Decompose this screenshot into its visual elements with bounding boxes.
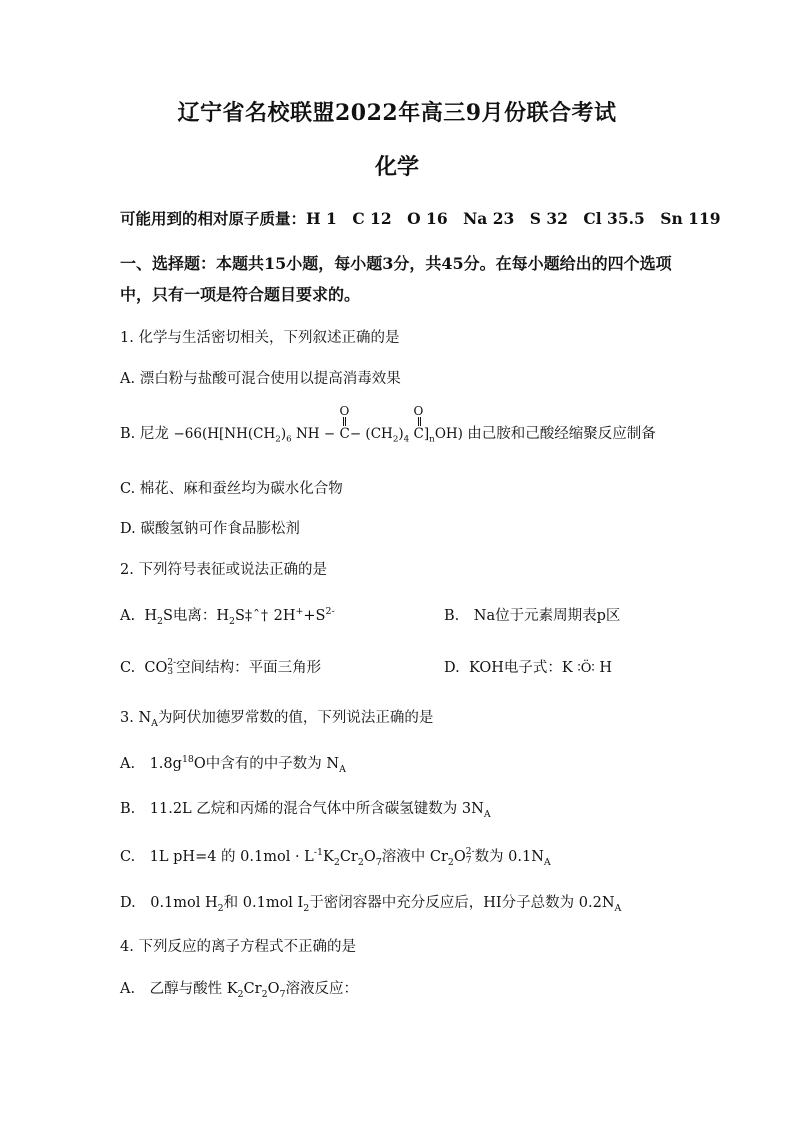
q1-option-d: D. 碳酸氢钠可作食品膨松剂 <box>120 521 300 537</box>
q2-option-a <box>120 604 335 627</box>
ion-script <box>167 659 176 677</box>
subject-heading: 化学 <box>374 154 419 180</box>
q2-stem: 2. 下列符号表征或说法正确的是 <box>120 562 327 578</box>
q3-stem <box>120 706 433 729</box>
q1-option-b <box>120 404 656 445</box>
formula-part: A. 1.8g <box>120 756 182 772</box>
double-bond <box>418 417 421 426</box>
formula-part: N <box>138 710 152 726</box>
formula-sup: -1 <box>313 847 323 859</box>
double-bond <box>343 417 346 426</box>
q2-option-d <box>444 656 612 677</box>
q1-b-formula: $-66(H[NH(CH_2)_6$ NH − O $C- (CH_2)_4$ O $C]_nOH$) <box>173 404 463 445</box>
formula-part: −66(H <box>173 426 220 442</box>
formula-sub: 7 <box>375 856 382 868</box>
formula-part: +S <box>303 608 326 624</box>
q3-option-c <box>120 845 551 868</box>
formula-part: H <box>144 608 157 624</box>
formula-part: H <box>599 660 613 676</box>
formula-part: O <box>363 849 376 865</box>
formula-sub: A <box>543 856 551 868</box>
carbonyl-1: O C <box>339 404 350 442</box>
formula-part: S电离：H <box>162 608 230 624</box>
q3-option-d <box>120 891 621 914</box>
formula-sub: 2 <box>261 988 268 1000</box>
formula-part: NH(CH <box>224 426 276 442</box>
formula-part: C. 1L pH=4 的 0.1mol · L <box>120 849 314 865</box>
formula-sub: 2 <box>156 615 163 627</box>
page-title: 辽宁省名校联盟2022年高三9月份联合考试 <box>177 100 617 126</box>
q1-b-suffix: 由己胺和己酸经缩聚反应制备 <box>467 426 656 442</box>
formula-sub: 6 <box>286 434 292 445</box>
formula-part: B. 11.2L 乙烷和丙烯的混合气体中所含碳氢键数为 3N <box>120 801 484 817</box>
carbonyl-o: O <box>339 404 350 418</box>
formula-sub: 2 <box>275 434 281 445</box>
formula-part: O <box>453 849 466 865</box>
section-heading: 一、选择题：本题共15小题，每小题3分，共45分。在每小题给出的四个选项中，只有一项是符合题目要求的。 <box>120 254 672 304</box>
q1-stem: 1. 化学与生活密切相关，下列叙述正确的是 <box>120 330 400 346</box>
formula-sub: 2 <box>303 902 310 914</box>
formula-sub: 3 <box>167 667 174 677</box>
carbonyl-o: O <box>413 404 424 418</box>
formula-sub: 2 <box>237 988 244 1000</box>
formula-sub: n <box>429 434 435 445</box>
formula-part: 于密闭容器中充分反应后，HI分子总数为 0.2N <box>309 895 615 911</box>
formula-part: Cr <box>243 981 262 997</box>
formula-part: OH) <box>434 426 463 442</box>
formula-sup: 2- <box>167 658 177 668</box>
option-label: D. <box>444 660 460 676</box>
question-text: 为阿伏加德罗常数的值，下列说法正确的是 <box>157 710 434 726</box>
formula-sub: A <box>339 763 346 775</box>
formula-part: O中含有的中子数为 N <box>193 756 340 772</box>
q2-option-c <box>120 656 321 677</box>
formula-sup: + <box>295 606 304 618</box>
option-label: A. <box>120 608 136 624</box>
formula-part: 数为 0.1N <box>474 849 544 865</box>
formula-part: 溶液反应： <box>285 981 358 997</box>
q1-option-a: A. 漂白粉与盐酸可混合使用以提高消毒效果 <box>120 371 401 387</box>
formula-sup: 2- <box>465 847 475 857</box>
formula-part: O <box>267 981 280 997</box>
question-number: 3. <box>120 710 134 726</box>
formula-sup: 2- <box>325 606 335 618</box>
formula-part: C <box>413 426 424 442</box>
formula-sub: 2 <box>447 856 454 868</box>
q4-option-a <box>120 977 358 1000</box>
formula-sub: 7 <box>279 988 286 1000</box>
formula-part: K <box>322 849 334 865</box>
q2-option-b: B. Na位于元素周期表p区 <box>444 608 621 624</box>
formula-part: CO <box>144 660 168 676</box>
q3-option-b <box>120 797 491 820</box>
electron-dots: ∶Ö∶ <box>577 661 595 676</box>
formula-sub: A <box>483 808 491 820</box>
formula-sub: A <box>151 717 158 729</box>
formula-sub: A <box>614 902 622 914</box>
formula-part: Cr <box>339 849 358 865</box>
formula-part: 2H <box>268 608 296 624</box>
formula-part: A. 乙醇与酸性 K <box>120 981 238 997</box>
formula-sub: 2 <box>229 615 236 627</box>
ion-script <box>466 848 475 866</box>
formula-part: 空间结构：平面三角形 <box>176 660 322 676</box>
q3-option-a <box>120 752 346 775</box>
formula-sub: 4 <box>403 434 410 445</box>
carbonyl-2 <box>413 404 424 442</box>
formula-sup: 18 <box>181 754 194 766</box>
formula-sub: 2 <box>217 902 224 914</box>
formula-sub: 2 <box>392 434 399 445</box>
formula-part: 和 0.1mol I <box>223 895 304 911</box>
q1-b-prefix: B. 尼龙 <box>120 426 169 442</box>
formula-sub: 2 <box>333 856 340 868</box>
equilibrium-arrow: ‡ˆ† <box>244 608 269 624</box>
formula-part: KOH电子式：K <box>468 660 573 676</box>
formula-part: NH − <box>291 426 340 442</box>
formula-part: D. 0.1mol H <box>120 895 218 911</box>
q1-option-c: C. 棉花、麻和蚕丝均为碳水化合物 <box>120 481 343 497</box>
formula-sub: 2 <box>357 856 364 868</box>
formula-part: 溶液中 Cr <box>381 849 448 865</box>
q4-stem: 4. 下列反应的离子方程式不正确的是 <box>120 939 356 955</box>
option-label: C. <box>120 660 136 676</box>
atomic-mass-line: 可能用到的相对原子质量：H 1 C 12 O 16 Na 23 S 32 Cl 35.5 Sn 119 <box>120 209 721 228</box>
formula-sub: 7 <box>465 856 472 866</box>
formula-part: S <box>235 608 245 624</box>
